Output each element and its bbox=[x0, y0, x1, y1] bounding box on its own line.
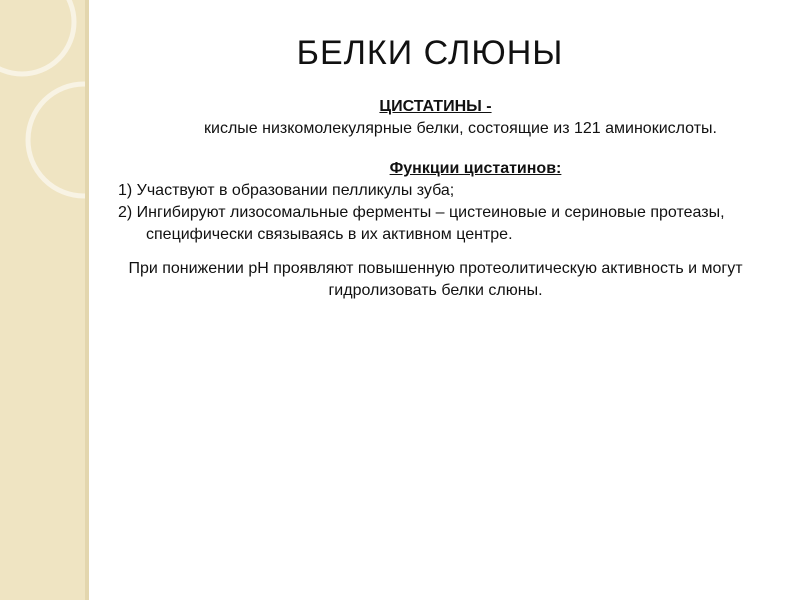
decorative-side-band bbox=[0, 0, 89, 600]
note-text: При понижении рН проявляют повышенную протеолитическую активность и могут гидролизовать белки слюны. bbox=[128, 260, 743, 299]
functions-list bbox=[118, 180, 793, 246]
decorative-ring-top bbox=[0, 0, 74, 74]
function-item: 2) Ингибируют лизосомальные ферменты – цистеиновые и сериновые протеазы, специфически связываясь в их активном центре. bbox=[118, 204, 725, 243]
decorative-rings bbox=[0, 0, 89, 600]
function-item: 1) Участвуют в образовании пелликулы зуба; bbox=[118, 182, 455, 199]
functions-heading: Функции цистатинов: bbox=[389, 160, 562, 177]
slide-title: БЕЛКИ СЛЮНЫ bbox=[296, 34, 564, 72]
section-heading: ЦИСТАТИНЫ - bbox=[379, 98, 492, 115]
definition-text: кислые низкомолекулярные белки, состоящие из 121 аминокислоты. bbox=[204, 120, 717, 137]
slide-body bbox=[118, 96, 793, 302]
